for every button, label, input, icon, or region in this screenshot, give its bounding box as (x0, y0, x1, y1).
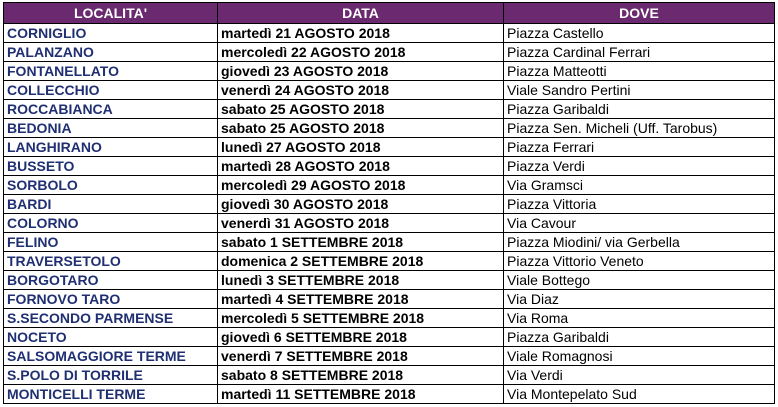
date-cell: sabato 8 SETTEMBRE 2018 (218, 366, 504, 385)
locality-cell: ROCCABIANCA (4, 100, 218, 119)
table-row (4, 214, 775, 233)
location-cell: Piazza Miodini/ via Gerbella (504, 233, 775, 252)
locality-cell: MONTICELLI TERME (4, 385, 218, 404)
location-cell: Via Diaz (504, 290, 775, 309)
table-row (4, 195, 775, 214)
date-cell: martedì 11 SETTEMBRE 2018 (218, 385, 504, 404)
location-cell: Via Cavour (504, 214, 775, 233)
date-cell: martedì 4 SETTEMBRE 2018 (218, 290, 504, 309)
date-cell: lunedì 27 AGOSTO 2018 (218, 138, 504, 157)
locality-cell: FONTANELLATO (4, 62, 218, 81)
table-row (4, 290, 775, 309)
location-cell: Via Roma (504, 309, 775, 328)
location-cell: Piazza Sen. Micheli (Uff. Tarobus) (504, 119, 775, 138)
table-row (4, 119, 775, 138)
column-header-data: DATA (218, 3, 504, 24)
table-row (4, 62, 775, 81)
locality-cell: S.SECONDO PARMENSE (4, 309, 218, 328)
date-cell: giovedì 30 AGOSTO 2018 (218, 195, 504, 214)
date-cell: martedì 28 AGOSTO 2018 (218, 157, 504, 176)
location-cell: Piazza Vittorio Veneto (504, 252, 775, 271)
column-header-dove: DOVE (504, 3, 775, 24)
location-cell: Via Verdi (504, 366, 775, 385)
date-cell: venerdì 31 AGOSTO 2018 (218, 214, 504, 233)
date-cell: martedì 21 AGOSTO 2018 (218, 24, 504, 43)
location-cell: Via Montepelato Sud (504, 385, 775, 404)
location-cell: Piazza Verdi (504, 157, 775, 176)
date-cell: sabato 25 AGOSTO 2018 (218, 100, 504, 119)
locality-cell: CORNIGLIO (4, 24, 218, 43)
schedule-table-container (3, 2, 775, 404)
locality-cell: BARDI (4, 195, 218, 214)
locality-cell: SALSOMAGGIORE TERME (4, 347, 218, 366)
table-row (4, 176, 775, 195)
locality-cell: NOCETO (4, 328, 218, 347)
table-row (4, 24, 775, 43)
locality-cell: TRAVERSETOLO (4, 252, 218, 271)
table-row (4, 328, 775, 347)
schedule-table (3, 2, 775, 404)
locality-cell: LANGHIRANO (4, 138, 218, 157)
location-cell: Piazza Vittoria (504, 195, 775, 214)
locality-cell: FORNOVO TARO (4, 290, 218, 309)
date-cell: domenica 2 SETTEMBRE 2018 (218, 252, 504, 271)
table-row (4, 252, 775, 271)
locality-cell: BUSSETO (4, 157, 218, 176)
table-row (4, 233, 775, 252)
date-cell: giovedì 23 AGOSTO 2018 (218, 62, 504, 81)
table-row (4, 271, 775, 290)
table-row (4, 309, 775, 328)
date-cell: venerdì 24 AGOSTO 2018 (218, 81, 504, 100)
location-cell: Piazza Cardinal Ferrari (504, 43, 775, 62)
location-cell: Piazza Garibaldi (504, 100, 775, 119)
location-cell: Piazza Castello (504, 24, 775, 43)
table-row (4, 347, 775, 366)
table-row (4, 366, 775, 385)
date-cell: sabato 1 SETTEMBRE 2018 (218, 233, 504, 252)
table-header (4, 3, 775, 24)
date-cell: sabato 25 AGOSTO 2018 (218, 119, 504, 138)
date-cell: venerdì 7 SETTEMBRE 2018 (218, 347, 504, 366)
locality-cell: BEDONIA (4, 119, 218, 138)
locality-cell: PALANZANO (4, 43, 218, 62)
table-row (4, 138, 775, 157)
locality-cell: S.POLO DI TORRILE (4, 366, 218, 385)
table-row (4, 157, 775, 176)
locality-cell: COLORNO (4, 214, 218, 233)
location-cell: Viale Sandro Pertini (504, 81, 775, 100)
location-cell: Piazza Ferrari (504, 138, 775, 157)
date-cell: mercoledì 29 AGOSTO 2018 (218, 176, 504, 195)
location-cell: Viale Romagnosi (504, 347, 775, 366)
date-cell: mercoledì 22 AGOSTO 2018 (218, 43, 504, 62)
locality-cell: SORBOLO (4, 176, 218, 195)
locality-cell: FELINO (4, 233, 218, 252)
location-cell: Piazza Garibaldi (504, 328, 775, 347)
table-row (4, 81, 775, 100)
table-body (4, 24, 775, 404)
column-header-localita: LOCALITA' (4, 3, 218, 24)
date-cell: giovedì 6 SETTEMBRE 2018 (218, 328, 504, 347)
header-row (4, 3, 775, 24)
table-row (4, 385, 775, 404)
date-cell: lunedì 3 SETTEMBRE 2018 (218, 271, 504, 290)
location-cell: Viale Bottego (504, 271, 775, 290)
table-row (4, 100, 775, 119)
table-row (4, 43, 775, 62)
locality-cell: COLLECCHIO (4, 81, 218, 100)
location-cell: Piazza Matteotti (504, 62, 775, 81)
locality-cell: BORGOTARO (4, 271, 218, 290)
date-cell: mercoledì 5 SETTEMBRE 2018 (218, 309, 504, 328)
location-cell: Via Gramsci (504, 176, 775, 195)
